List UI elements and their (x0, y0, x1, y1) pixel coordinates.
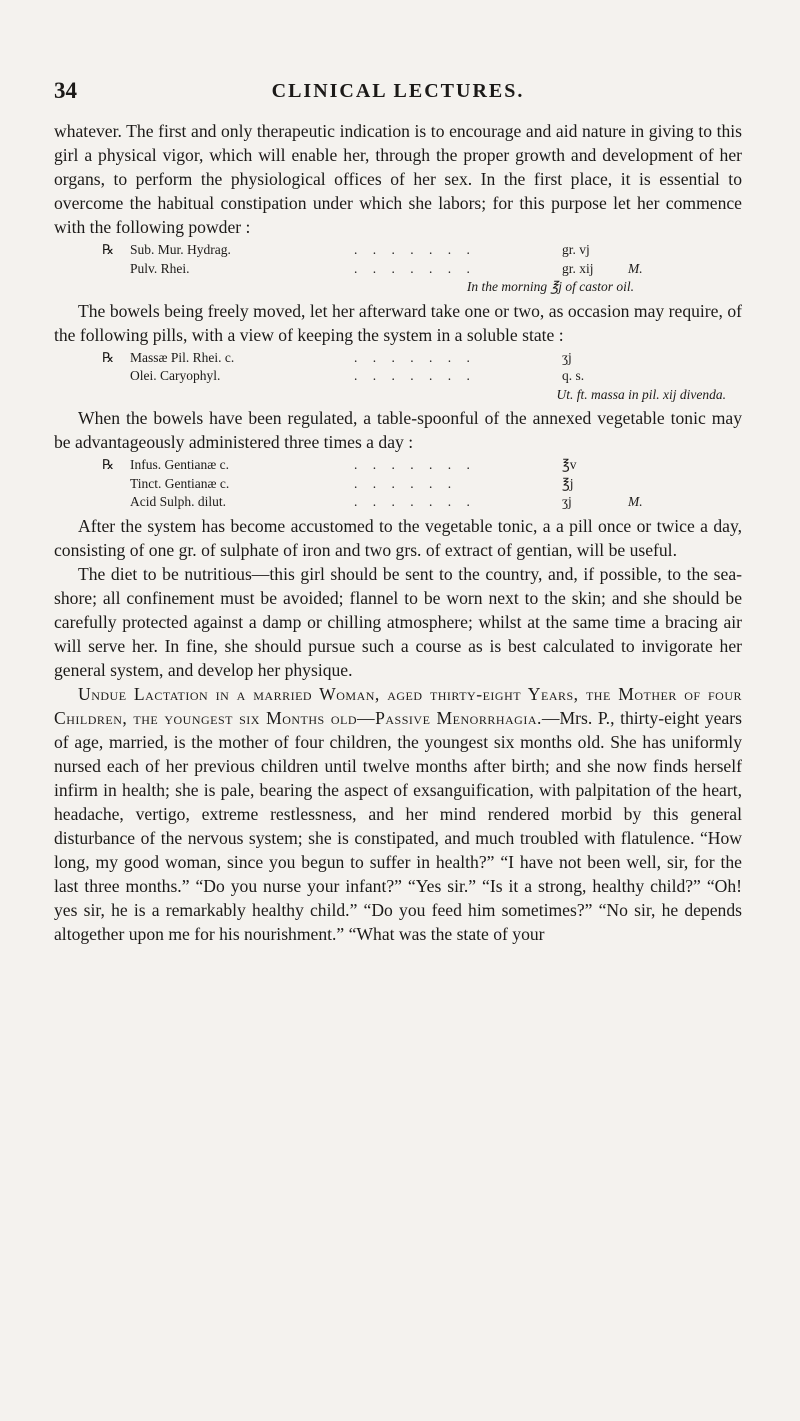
page-body (54, 119, 742, 946)
leader-dots: . . . . . . . (354, 349, 476, 365)
prescription-note-line (54, 278, 742, 297)
drug-name: Sub. Mur. Hydrag. (130, 242, 231, 257)
prescription-2 (54, 349, 742, 405)
drug-name: Tinct. Gentianæ c. (130, 475, 230, 491)
leader-dots: . . . . . . . (354, 494, 476, 509)
paragraph-1: whatever. The first and only therapeutic indication is to encourage and aid nature in giving to this girl a physical vigor, which will enable her, through the proper growth and development of her organs, to perform the physiological offices of her sex. In the first place, it is essential to overcome the habitual constipation under which she labors; for this purpose let her commence with the following powder : (54, 121, 742, 237)
case-heading: Undue Lactation in a married Woman, aged thirty-eight Years, the Mother of four Children, the youngest six Months old—Passive Menorrhagia. (54, 683, 742, 728)
drug-dose: ʒj (562, 349, 572, 365)
leader-dots: . . . . . . (354, 475, 458, 491)
prescription-line (54, 475, 742, 494)
prescription-line (54, 260, 742, 279)
running-title: CLINICAL LECTURES. (271, 80, 525, 102)
leader-dots: . . . . . . . (354, 260, 476, 276)
leader-dots: . . . . . . . (354, 457, 476, 472)
drug-dose: ʒj (562, 494, 572, 509)
prescription-line (54, 456, 742, 475)
drug-dose: gr. xij (562, 260, 594, 276)
page-number: 34 (54, 78, 77, 103)
case-text: —Mrs. P., thirty-eight years of age, married, is the mother of four children, the youngest six months old. She has uniformly nursed each of her previous children until twelve months after birth; and she now finds herself infirm in health; she is pale, bearing the aspect of exsanguification, with palpitation of the heart, headache, vertigo, extreme restlessness, and her mind rendered morbid by this general disturbance of the nervous system; she is constipated, and much troubled with flatulence. “How long, my good woman, since you begun to suffer in health?” “I have not been well, sir, for the last three months.” “Do you nurse your infant?” “Yes sir.” “Is it a strong, healthy child?” “Oh! yes sir, he is a remarkably healthy child.” “Do you feed him sometimes?” “No sir, he depends altogether upon me for his nourishment.” “What was the state of your (54, 707, 742, 944)
misce-mark: M. (628, 260, 643, 276)
prescription-note: Ut. ft. massa in pil. xij divenda. (556, 386, 726, 402)
leader-dots: . . . . . . . (354, 242, 476, 257)
page-header (54, 78, 742, 108)
case-section (54, 682, 742, 946)
drug-name: Infus. Gentianæ c. (130, 457, 229, 472)
drug-name: Olei. Caryophyl. (130, 368, 221, 383)
paragraph-4: After the system has become accustomed to the vegetable tonic, a a pill once or twice a day, consisting of one gr. of sulphate of iron and two grs. of extract of gentian, will be useful. (54, 515, 742, 560)
drug-name: Pulv. Rhei. (130, 260, 190, 276)
leader-dots: . . . . . . . (354, 368, 476, 383)
prescription-note-line (54, 386, 742, 405)
paragraph-3: When the bowels have been regulated, a table-spoonful of the annexed vegetable tonic may be advantageously administered three times a day : (54, 408, 742, 452)
recipe-symbol: ℞ (102, 349, 115, 365)
recipe-symbol: ℞ (102, 242, 115, 257)
drug-dose: q. s. (562, 368, 585, 383)
paragraph-5: The diet to be nutritious—this girl should be sent to the country, and, if possible, to the sea-shore; all confinement must be avoided; flannel to be worn next to the skin; and she should be carefully protected against a damp or chilling atmosphere; whilst at the same time a bracing air will serve her. In fine, she should pursue such a course as is best calculated to invigorate her general system, and develop her physique. (54, 563, 742, 680)
prescription-line (54, 367, 742, 386)
drug-name: Acid Sulph. dilut. (130, 494, 227, 509)
drug-dose: gr. vj (562, 242, 590, 257)
prescription-line (54, 493, 742, 512)
drug-name: Massæ Pil. Rhei. c. (130, 349, 235, 365)
prescription-note: In the morning ℥j of castor oil. (466, 279, 634, 294)
misce-mark: M. (628, 494, 643, 509)
prescription-line (54, 349, 742, 368)
prescription-1 (54, 241, 742, 297)
drug-dose: ℥j (562, 475, 574, 491)
recipe-symbol: ℞ (102, 457, 115, 472)
drug-dose: ℥v (562, 457, 577, 472)
paragraph-2: The bowels being freely moved, let her afterward take one or two, as occasion may require, of the following pills, with a view of keeping the system in a soluble state : (54, 300, 742, 345)
prescription-3 (54, 456, 742, 512)
prescription-line (54, 241, 742, 260)
